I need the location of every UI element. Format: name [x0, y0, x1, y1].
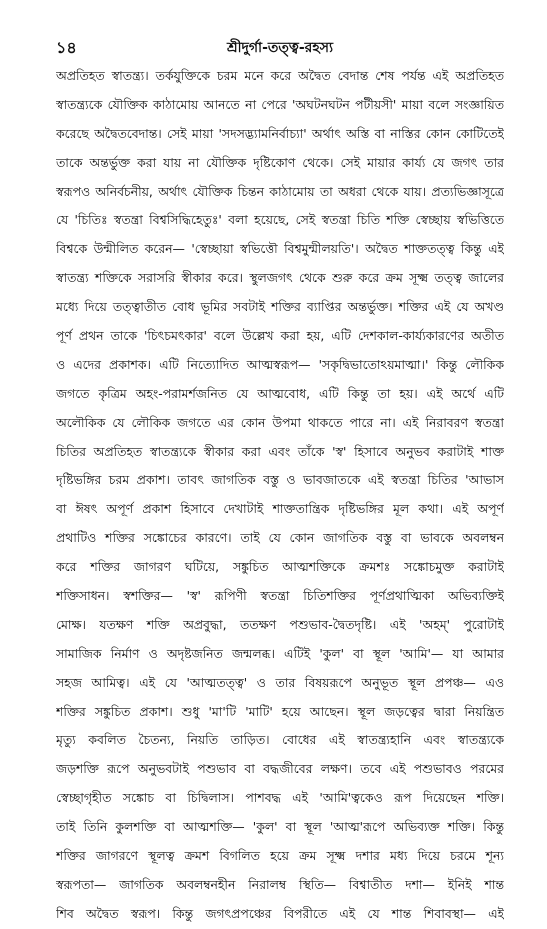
- text-line: জগতে কৃত্রিম অহং-পরামর্শজনিত যে আত্মবোধ, এটি কিন্তু তা হয়। এই অর্থে এটি: [56, 385, 504, 401]
- text-line: সহজ আমিত্ব। এই যে 'আত্মতত্ত্ব' ও তার বিষয়রূপে অনুভূত স্থূল প্রপঞ্চ— এও: [56, 674, 504, 690]
- text-line: জড়শক্তি রূপে অনুভবটাই পশুভাব বা বদ্ধজীবের লক্ষণ। তবে এই পশুভাবও পরমের: [56, 761, 504, 777]
- text-line: পূর্ণ প্রথন তাকে 'চিৎচমৎকার' বলে উল্লেখ করা হয়, এটি দেশকাল-কার্য্যকারণের অতীত: [56, 328, 504, 344]
- text-line: শিব অদ্বৈত স্বরূপ। কিন্তু জগৎপ্রপঞ্চের বিপরীতে এই যে শান্ত শিবাবস্থা— এই: [56, 905, 504, 921]
- text-line: শক্তিসাধন। স্বশক্তির— 'স্ব' রূপিণী স্বতন্ত্রা চিতিশক্তির পূর্ণপ্রথাত্মিকা অভিব্যক্তিই: [56, 588, 504, 604]
- page-header: [56, 36, 504, 60]
- page-number: ১৪: [56, 38, 77, 57]
- text-line: যে 'চিতিঃ স্বতন্ত্রা বিশ্বসিদ্ধিহেতুঃ' বলা হয়েছে, সেই স্বতন্ত্রা চিতি শক্তি স্বেচ্ছায় স্বভিত্তিতে: [56, 212, 504, 228]
- text-line: তাকে অন্তর্ভুক্ত করা যায় না যৌক্তিক দৃষ্টিকোণ থেকে। সেই মায়ার কার্য্য যে জগৎ তার: [56, 154, 504, 170]
- text-line: প্রথাটিও শক্তির সঙ্কোচের কারণে। তাই যে কোন জাগতিক বস্তু বা ভাবকে অবলম্বন: [56, 530, 504, 546]
- text-line: করেছে অদ্বৈতবেদান্ত। সেই মায়া 'সদসদ্ভ্যামনির্বাচ্যা' অর্থাৎ অস্তি বা নাস্তির কোন কোটিতেই: [56, 125, 504, 141]
- text-line: স্বরূপতা— জাগতিক অবলম্বনহীন নিরালম্ব স্থিতি— বিশ্বাতীত দশা— ইনিই শান্ত: [56, 876, 504, 892]
- text-line: দৃষ্টিভঙ্গির চরম প্রকাশ। তাবৎ জাগতিক বস্তু ও ভাবজাতকে এই স্বতন্ত্রা চিতির 'আভাস: [56, 472, 504, 488]
- text-line: ও এদের প্রকাশক। এটি নিত্যোদিত আত্মস্বরূপ— 'সকৃদ্বিভাতোঽয়মাত্মা।' কিন্তু লৌকিক: [56, 356, 504, 372]
- text-line: শক্তির জাগরণে স্থূলত্ব ক্রমশ বিগলিত হয়ে ক্রম সূক্ষ্ম দশার মধ্য দিয়ে চরমে শূন্য: [56, 848, 504, 864]
- text-line: স্বাতন্ত্র্যকে যৌক্তিক কাঠামোয় আনতে না পেরে 'অঘটনঘটন পটীয়সী' মায়া বলে সংজ্ঞায়িত: [56, 96, 504, 112]
- text-line: সামাজিক নির্মাণ ও অদৃষ্টজনিত জন্মলব্ধ। এটিই 'কুল' বা স্থূল 'আমি'— যা আমার: [56, 645, 504, 661]
- text-line: করে শক্তির জাগরণ ঘটিয়ে, সঙ্কুচিত আত্মশক্তিকে ক্রমশঃ সঙ্কোচমুক্ত করাটাই: [56, 559, 504, 575]
- text-line: স্বাতন্ত্র্য শক্তিকে সরাসরি স্বীকার করে। স্থুলজগৎ থেকে শুরু করে ক্রম সূক্ষ্ম তত্ত্ব জালের: [56, 270, 504, 286]
- text-line: স্বরূপও অনির্বচনীয়, অর্থাৎ যৌক্তিক চিন্তন কাঠামোয় তা অধরা থেকে যায়। প্রত্যভিজ্ঞাসূত্রে: [56, 183, 504, 199]
- text-line: অপ্রতিহত স্বাতন্ত্র্য। তর্কযুক্তিকে চরম মনে করে অদ্বৈত বেদান্ত শেষ পর্যন্ত এই অপ্রতিহত: [56, 68, 504, 83]
- text-line: মৃত্যু কবলিত চৈতন্য, নিয়তি তাড়িত। বোধের এই স্বাতন্ত্র্যহানি এবং স্বাতন্ত্র্যকে: [56, 732, 504, 748]
- text-line: স্বেচ্ছাগৃহীত সঙ্কোচ বা চিদ্বিলাস। পাশবদ্ধ এই 'আমি'ত্বকেও রূপ দিয়েছেন শক্তি।: [56, 790, 504, 806]
- text-line: মধ্যে দিয়ে তত্ত্বাতীত বোধ ভূমির সবটাই শক্তির ব্যাপ্তির অন্তর্ভুক্ত। শক্তির এই যে অখণ্ড: [56, 299, 504, 315]
- text-line: তাই তিনি কুলশক্তি বা আত্মশক্তি— 'কুল' বা স্থূল 'আত্ম'রূপে অভিব্যক্ত শক্তি। কিন্তু: [56, 819, 504, 835]
- text-line: মোক্ষ। যতক্ষণ শক্তি অপ্রবুদ্ধা, ততক্ষণ পশুভাব-দ্বৈতদৃষ্টি। এই 'অহম্' পুরোটাই: [56, 616, 504, 632]
- running-title: শ্রীদুর্গা-তত্ত্ব-রহস্য: [226, 40, 334, 56]
- text-line: অলৌকিক যে লৌকিক জগতে এর কোন উপমা থাকতে পারে না। এই নিরাবরণ স্বতন্ত্রা: [56, 414, 504, 430]
- text-line: বা ঈষৎ অপূর্ণ প্রকাশ হিসাবে দেখাটাই শাক্ততান্ত্রিক দৃষ্টিভঙ্গির মূল কথা। এই অপূর্ণ: [56, 501, 504, 517]
- text-line: বিশ্বকে উন্মীলিত করেন— 'স্বেচ্ছায়া স্বভিত্তৌ বিশ্বমুন্মীলয়তি'। অদ্বৈত শাক্ততত্ত্ব কিন্তু এই: [56, 241, 504, 257]
- body-text: [56, 62, 504, 929]
- text-line: শক্তির সঙ্কুচিত প্রকাশ। শুধু 'মা'টি 'মাটি' হয়ে আছেন। স্থূল জড়ত্বের দ্বারা নিয়ন্ত্রিত: [56, 703, 504, 719]
- text-line: চিতির অপ্রতিহত স্বাতন্ত্র্যকে স্বীকার করা এবং তাঁকে 'স্ব' হিসাবে অনুভব করাটাই শাক্ত: [56, 443, 504, 459]
